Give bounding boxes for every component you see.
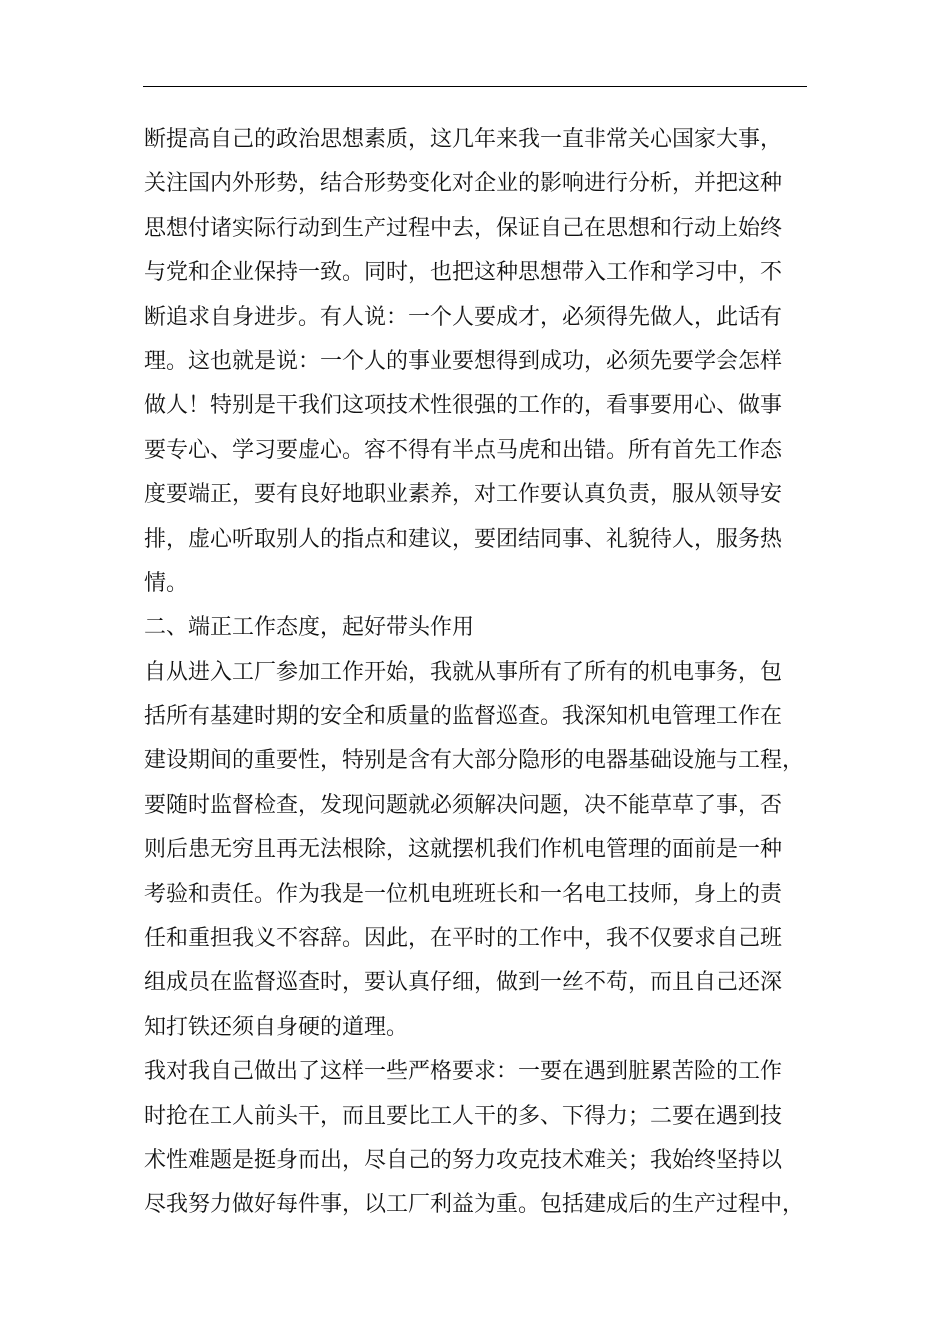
text-line: 排，虚心听取别人的指点和建议，要团结同事、礼貌待人，服务热 bbox=[144, 526, 783, 552]
text-line: 我对我自己做出了这样一些严格要求：一要在遇到脏累苦险的工作 bbox=[144, 1059, 783, 1085]
text-line: 组成员在监督巡查时，要认真仔细，做到一丝不苟，而且自己还深 bbox=[144, 970, 783, 996]
text-line: 尽我努力做好每件事，以工厂利益为重。包括建成后的生产过程中， bbox=[144, 1192, 805, 1218]
text-line: 关注国内外形势，结合形势变化对企业的影响进行分析，并把这种 bbox=[144, 171, 783, 197]
text-line: 思想付诸实际行动到生产过程中去，保证自己在思想和行动上始终 bbox=[144, 215, 783, 241]
text-line: 要随时监督检查，发现问题就必须解决问题，决不能草草了事，否 bbox=[144, 792, 783, 818]
text-line: 时抢在工人前头干，而且要比工人干的多、下得力；二要在遇到技 bbox=[144, 1103, 783, 1129]
text-line: 要专心、学习要虚心。容不得有半点马虎和出错。所有首先工作态 bbox=[144, 437, 783, 463]
text-line: 与党和企业保持一致。同时，也把这种思想带入工作和学习中，不 bbox=[144, 260, 783, 286]
text-line: 考验和责任。作为我是一位机电班班长和一名电工技师，身上的责 bbox=[144, 881, 783, 907]
text-line: 建设期间的重要性，特别是含有大部分隐形的电器基础设施与工程， bbox=[144, 748, 805, 774]
text-line: 度要端正，要有良好地职业素养，对工作要认真负责，服从领导安 bbox=[144, 482, 783, 508]
text-line: 任和重担我义不容辞。因此，在平时的工作中，我不仅要求自己班 bbox=[144, 926, 783, 952]
text-line: 自从进入工厂参加工作开始，我就从事所有了所有的机电事务，包 bbox=[144, 659, 783, 685]
text-line: 知打铁还须自身硬的道理。 bbox=[144, 1014, 409, 1040]
text-line: 术性难题是挺身而出，尽自己的努力攻克技术难关；我始终坚持以 bbox=[144, 1147, 783, 1173]
body-text bbox=[144, 118, 820, 1228]
text-line: 情。 bbox=[144, 570, 189, 596]
text-line: 理。这也就是说：一个人的事业要想得到成功，必须先要学会怎样 bbox=[144, 348, 783, 374]
text-line: 断追求自身进步。有人说：一个人要成才，必须得先做人，此话有 bbox=[144, 304, 783, 330]
text-line: 括所有基建时期的安全和质量的监督巡查。我深知机电管理工作在 bbox=[144, 704, 783, 730]
text-line: 做人！特别是干我们这项技术性很强的工作的，看事要用心、做事 bbox=[144, 393, 783, 419]
text-line: 则后患无穷且再无法根除，这就摆机我们作机电管理的面前是一种 bbox=[144, 837, 783, 863]
section-heading: 二、端正工作态度，起好带头作用 bbox=[144, 615, 475, 641]
header-rule bbox=[143, 86, 807, 87]
text-line: 断提高自己的政治思想素质，这几年来我一直非常关心国家大事， bbox=[144, 127, 783, 152]
